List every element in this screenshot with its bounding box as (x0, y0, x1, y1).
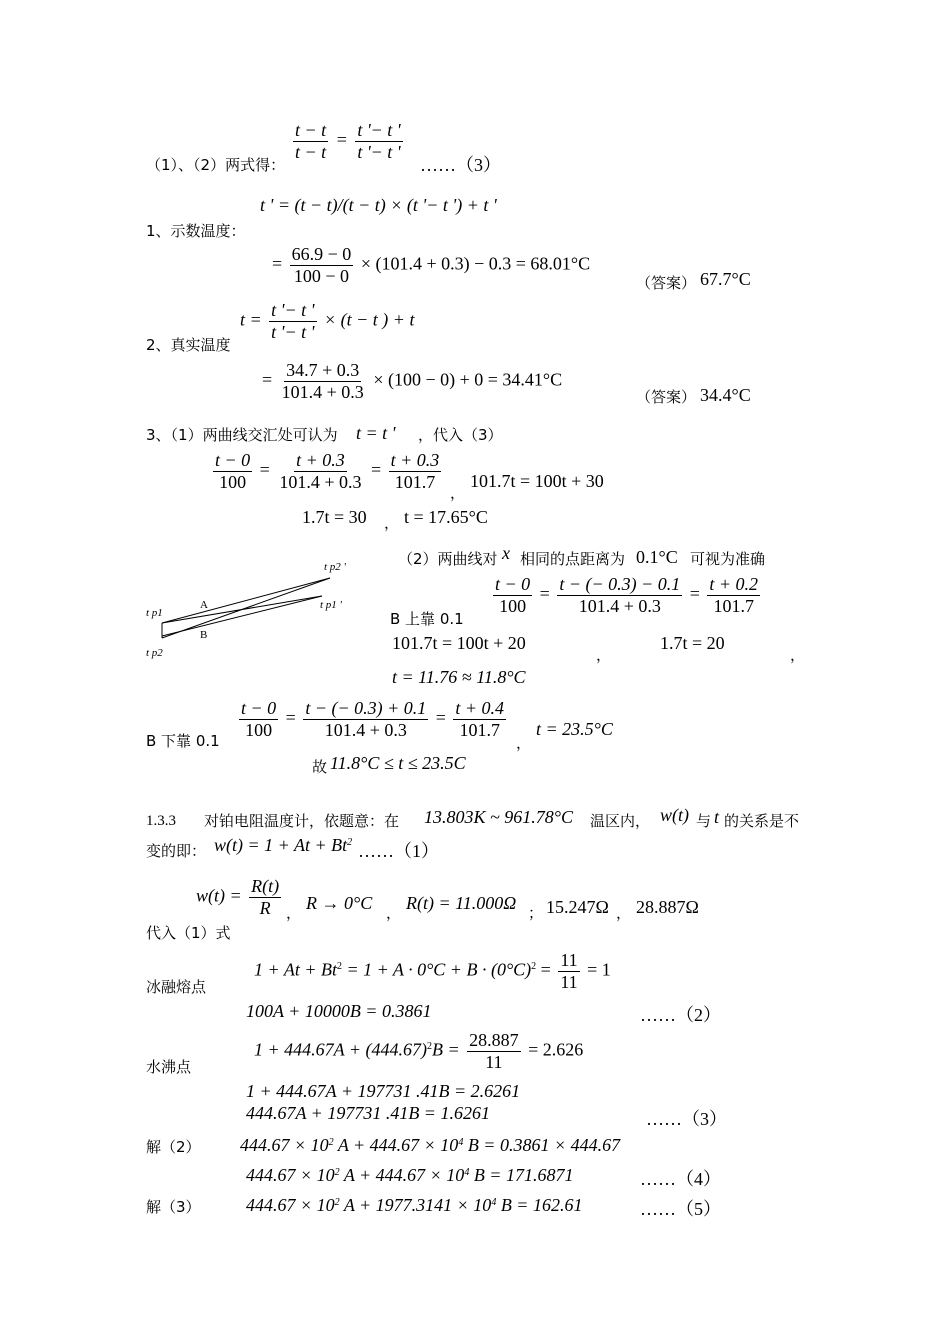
text-indicated-temp: 1、示数温度： (146, 222, 246, 240)
eq-3-tag: ……（3） (420, 155, 501, 175)
text-invariant: 变的即： (146, 842, 207, 860)
text-combined-label: （1）、（2）两式得： (146, 156, 286, 174)
eq-tp-prime: t ' = (t − t)/(t − t) × (t '− t ') + t ' (260, 195, 497, 215)
eq-upper-solve-a: 101.7t = 100t + 20 (392, 633, 526, 653)
text-part3-2-a: （2）两曲线对 (398, 550, 498, 568)
eq-tp-equal: t = t ' (356, 423, 396, 443)
line-a-top (162, 578, 330, 638)
eq-upper-0-1: $\frac{t - 0}{100}$ = $\frac{t - (- 0.3) - 0.1}{101.4 + 0.3}$ = $\frac{t + 0.2}{101.7}$ (495, 574, 759, 616)
answer-value-1: 67.7°C (700, 269, 751, 289)
eq-true-temp-formula: t = $\frac{t '- t '}{t '- t '}$ × (t − t ) + t (240, 300, 415, 342)
label-tp2: t p2 (146, 647, 163, 659)
sep-19a: ， (286, 904, 302, 922)
text-boiling-point: 水沸点 (146, 1058, 192, 1076)
text-b-upper: B 上靠 0.1 (390, 610, 464, 628)
eq-ice-point: $1 + At + Bt^2 = 1 + A \cdot 0^\circ C + B \cdot (0^\circ C)^2$ = $\frac{11}{11}$ = 1 (254, 950, 611, 992)
text-solve-3: 解（3） (146, 1198, 201, 1216)
math-w: w(t) (660, 805, 689, 825)
label-tp2-prime: t p2 ' (324, 561, 346, 573)
line-b (162, 596, 322, 623)
eq-upper-solve-b: 1.7t = 20 (660, 633, 725, 653)
sep-9: ， (384, 514, 400, 532)
eq-4: $444.67 \times 10^2$ $A + 444.67 \times 10^4$ B = 171.6871 (246, 1165, 574, 1185)
label-tp1: t p1 (146, 607, 163, 619)
text-problem-d: 的关系是不 (724, 812, 800, 830)
eq-boiling: $1 + 444.67A + (444.67)^2B$ = $\frac{28.887}{11}$ = 2.626 (254, 1030, 584, 1072)
text-b-lower: B 下靠 0.1 (146, 732, 220, 750)
text-solve-2: 解（2） (146, 1138, 201, 1156)
eq-range: 11.8°C ≤ t ≤ 23.5C (330, 753, 466, 773)
math-r0: R → 0°C (306, 893, 373, 913)
eq-solve-2: $444.67 \times 10^2$ $A + 444.67 \times 10^4$ B = 0.3861 × 444.67 (240, 1135, 621, 1155)
eq-4-tag: ……（4） (640, 1169, 721, 1189)
eq-5: $444.67 \times 10^2$ $A + 1977.3141 \times 10^4$ B = 162.61 (246, 1195, 583, 1215)
text-substitute-1: 代入（1）式 (146, 924, 231, 942)
sep-19c: ； (528, 904, 544, 922)
sep-15: ， (516, 734, 532, 752)
answer-value-2: 34.4°C (700, 385, 751, 405)
text-ice-point: 冰融熔点 (146, 978, 207, 996)
eq-3-alt-tag: ……（3） (646, 1109, 727, 1129)
crossing-lines-diagram (140, 548, 370, 668)
math-0-1c: 0.1°C (636, 547, 678, 567)
sep-19b: ， (386, 904, 402, 922)
math-28-887: 28.887Ω (636, 897, 699, 917)
problem-number: 1.3.3 (146, 813, 176, 829)
text-part3-2-b: 相同的点距离为 (520, 550, 626, 568)
eq-true-temp: = $\frac{34.7 + 0.3}{101.4 + 0.3}$ × (100 − 0) + 0 = 34.41°C (262, 360, 563, 402)
answer-label-1: （答案） (636, 274, 697, 292)
eq-lower-result: t = 23.5°C (536, 719, 613, 739)
eq-intersection-solve: 1.7t = 30 (302, 507, 367, 527)
eq-1-tag: ……（1） (358, 841, 439, 861)
eq-2: 100A + 10000B = 0.3861 (246, 1001, 432, 1021)
eq-2-tag: ……（2） (640, 1005, 721, 1025)
eq-3-alt: 444.67A + 197731 .41B = 1.6261 (246, 1103, 490, 1123)
math-15-247: 15.247Ω (546, 897, 609, 917)
eq-1: $w(t) = 1 + At + Bt^2$ (214, 835, 353, 855)
text-problem-a: 对铂电阻温度计，依题意：在 (204, 812, 400, 830)
eq-lower-0-1: $\frac{t - 0}{100}$ = $\frac{t - (- 0.3) + 0.1}{101.4 + 0.3}$ = $\frac{t + 0.4}{101.7}$ (241, 698, 505, 740)
eq-w-def: w(t) = $\frac{R(t)}{R}$ (196, 876, 280, 918)
eq-intersection-rhs: 101.7t = 100t + 30 (470, 471, 604, 491)
sep-13a: ， (596, 646, 612, 664)
eq-upper-result: t = 11.76 ≈ 11.8°C (392, 667, 526, 687)
text-part3-1: 3、（1）两曲线交汇处可认为 (146, 426, 338, 444)
text-true-temp: 2、真实温度 (146, 336, 231, 354)
eq-3: $\frac{t - t}{t - t}$ = $\frac{t '- t '}{t '- t '}$ (295, 120, 401, 162)
label-b: B (200, 629, 208, 641)
eq-indicated-temp: = $\frac{66.9 - 0}{100 - 0}$ × (101.4 + 0.3) − 0.3 = 68.01°C (272, 244, 591, 286)
label-a: A (200, 599, 208, 611)
eq-intersection: $\frac{t - 0}{100}$ = $\frac{t + 0.3}{101.4 + 0.3}$ = $\frac{t + 0.3}{101.7}$ (215, 450, 440, 492)
text-problem-b: 温区内， (590, 812, 651, 830)
eq-intersection-result: t = 17.65°C (404, 507, 488, 527)
eq-5-tag: ……（5） (640, 1199, 721, 1219)
eq-boiling-expand: 1 + 444.67A + 197731 .41B = 2.6261 (246, 1081, 521, 1101)
math-rt: R(t) = 11.000Ω (406, 893, 517, 913)
text-part3-2-c: 可视为准确 (690, 550, 766, 568)
math-x: x (502, 543, 510, 563)
answer-label-2: （答案） (636, 388, 697, 406)
sep-13b: ， (790, 646, 806, 664)
text-therefore: 故 (312, 758, 328, 776)
math-t: t (714, 807, 720, 827)
math-range: 13.803K ~ 961.78°C (424, 807, 573, 827)
sep-8: ， (450, 484, 466, 502)
sep-19d: ， (616, 904, 632, 922)
label-tp1-prime: t p1 ' (320, 599, 342, 611)
text-problem-c: 与 (696, 812, 712, 830)
text-substitute-3: ，代入（3） (418, 426, 503, 444)
